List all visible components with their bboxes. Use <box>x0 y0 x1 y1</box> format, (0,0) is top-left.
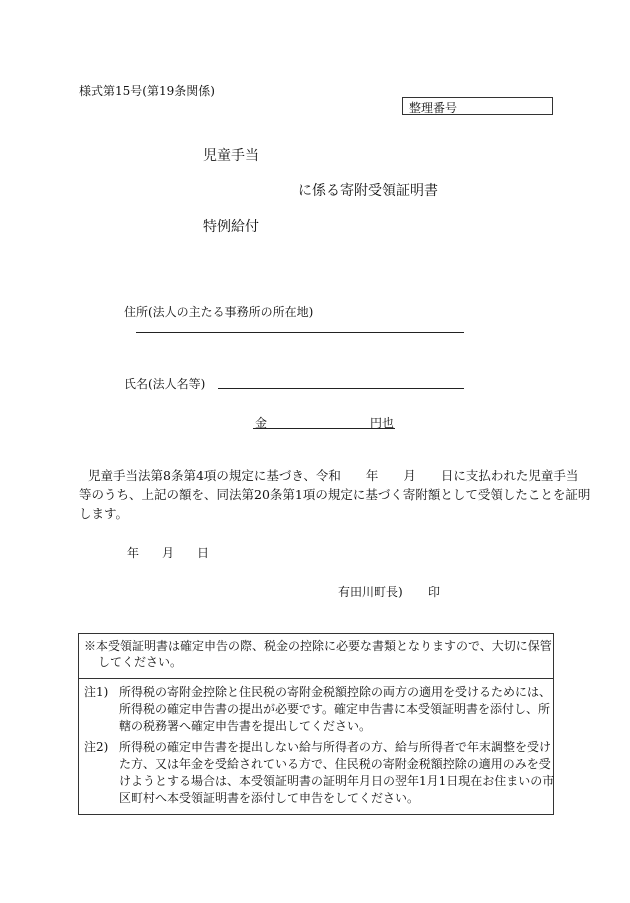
note2-line-1: 所得税の確定申告書を提出しない給与所得者の方、給与所得者で年末調整を受け <box>119 740 552 754</box>
date-day: 日 <box>197 546 210 560</box>
note1-line-1: 所得税の寄附金控除と住民税の寄附金税額控除の両方の適用を受けるためには、 <box>119 685 552 699</box>
note2-label: 注2) <box>84 740 109 754</box>
body-line-3: します。 <box>79 506 129 521</box>
reference-number-box <box>402 97 553 115</box>
note1-label: 注1) <box>84 685 109 699</box>
issuer-name: 有田川町長) <box>338 585 403 599</box>
body-line-2: 等のうち、上記の額を、同法第20条第1項の規定に基づく寄附額として受領したことを証明 <box>79 487 591 502</box>
body-line-1: 児童手当法第8条第4項の規定に基づき、令和 年 月 日に支払われた児童手当 <box>88 468 579 483</box>
amount-suffix: 円也 <box>370 416 395 430</box>
note1-line-3: 轄の税務署へ確定申告書を提出してください。 <box>119 719 372 733</box>
title-line-2: に係る寄附受領証明書 <box>298 183 438 199</box>
seal-mark: 印 <box>428 585 441 599</box>
address-label: 住所(法人の主たる事務所の所在地) <box>124 305 314 319</box>
warning-line-2: してください。 <box>98 655 183 669</box>
name-label: 氏名(法人名等) <box>124 377 206 391</box>
note2-line-3: けようとする場合は、本受領証明書の証明年月日の翌年1月1日現在お住まいの市 <box>119 774 555 788</box>
title-line-3: 特例給付 <box>203 219 259 235</box>
date-month: 月 <box>162 546 175 560</box>
amount-prefix: 金 <box>255 416 268 430</box>
warning-line-1: ※本受領証明書は確定申告の際、税金の控除に必要な書類となりますので、大切に保管 <box>84 639 552 653</box>
note1-line-2: 所得税の確定申告書の提出が必要です。確定申告書に本受領証明書を添付し、所 <box>119 702 551 716</box>
date-year: 年 <box>127 546 140 560</box>
address-underline <box>136 332 464 333</box>
name-underline <box>218 388 464 389</box>
form-number: 様式第15号(第19条関係) <box>79 84 215 98</box>
notes-divider <box>79 678 553 679</box>
notes-box <box>78 633 554 815</box>
note2-line-2: た方、又は年金を受給されている方で、住民税の寄附金税額控除の適用のみを受 <box>119 757 551 771</box>
title-line-1: 児童手当 <box>203 148 259 164</box>
note2-line-4: 区町村へ本受領証明書を添付して申告をしてください。 <box>119 791 420 805</box>
reference-number-label: 整理番号 <box>409 101 458 115</box>
amount-underline <box>253 428 395 429</box>
